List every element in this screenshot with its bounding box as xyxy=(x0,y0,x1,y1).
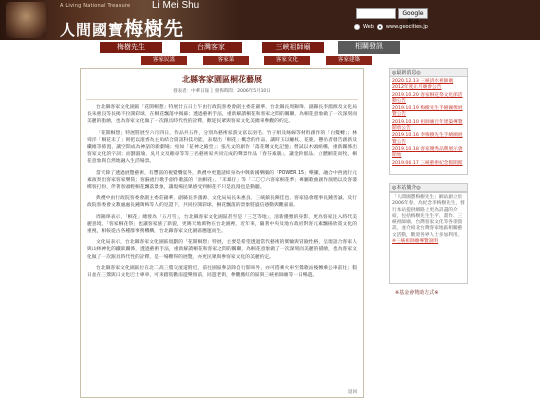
tab-hakka[interactable]: 台灣客家 xyxy=(180,42,242,53)
title-big: 梅樹先 xyxy=(124,18,185,40)
site-logo-title[interactable] xyxy=(60,14,184,40)
intro-header: ◎本站簡介◎ xyxy=(389,183,468,192)
article-paragraph: 典禮中由行政院客委會副主委莊錦華、副縣長李鴻源、文化局局長朱惠良、三峽鎮長陳佳也、客家協會理事長鍾善誠、及行政院客委會文教處處長鍾萬梅等人的見證下，共同拉開彩球，桐花飄落的景象將盛信感動與觀嘉嘉。 xyxy=(87,196,357,209)
header-english-name: Li Mei Shu xyxy=(152,0,200,11)
title-small: 人間國寶 xyxy=(60,21,125,39)
intro-box xyxy=(389,192,468,284)
radio-web[interactable] xyxy=(354,24,360,30)
subtab-architecture[interactable]: 客家建築 xyxy=(326,56,372,65)
subtab-folk-song[interactable]: 客家民謠 xyxy=(141,56,187,65)
subtab-food[interactable]: 客家菜 xyxy=(203,56,249,65)
article-meta: 發表者：中華日報 │ 發佈時間：2006年5月10日 xyxy=(173,89,271,94)
radio-site-label: www.geocities.jp xyxy=(385,24,428,30)
article-paragraph: 當天除了透過展覽藝術，有豐富的視覺饗宴外，典禮中更邀請結身為中興新國樂團的「POWER 15」樂團，融合中西流行元素演奏出客家客家樂筒；客蘇流行歌手創作歌謠的「油桐花」、「禾暴仔」等「二〇〇六客家桐花季」專屬歌曲創作演唱以及客婆綁客打扮，伴著客頭輕桐花飄落景象，讓現場民眾感受到桐花不只是浪漫也是動聽。 xyxy=(87,170,357,191)
subtab-culture[interactable]: 客家文化 xyxy=(264,56,310,65)
news-item[interactable]: 2019.10.16 李梅樹先生手繪圖展覽公告 xyxy=(392,133,463,145)
news-item[interactable]: 2019.10.20 客家桐花祭文化節活動公告 xyxy=(392,92,463,104)
google-search-button[interactable]: Google 搜尋 xyxy=(398,8,428,19)
article-paragraph: 文化局表示，台北縣客家文化園區規劃的「花開桐想」特展，主要是希望透過當代藝術的實驗與冒險性格，呈現語合客家人與山林神化的鐵欽關係，透過藝術手法，重新解讀桐花和客家之間的關聯，為桐花意象做了一次深刻而美麗的描繪，也為客家文化做了一次跟具時代性的詮釋，是一場難得的展覽，亦更民眾與參客家文化的美麗約定。 xyxy=(87,240,357,260)
intro-text: 「人間國寶梅樹先生」網站創立於2006年春，為紀念李梅樹先生，發行本站提供網路上更為詳盡的介紹，包括梅樹先生生平、畫作、三峽祖師廟、台灣客家文化等各項資訊，並介紹北台灣客家地區相關藝文活動，歡迎各界人士多加利用。 xyxy=(392,195,465,238)
site-header xyxy=(0,0,540,40)
news-item[interactable]: 2019.10.18 客家優秀品牌展示會開始 xyxy=(392,146,463,159)
divider xyxy=(86,99,358,100)
portrait-image xyxy=(6,2,46,38)
news-item[interactable]: 2020.12.13 三峽清水祖師廟 2012年度正月廟會公告 xyxy=(392,79,454,91)
news-item[interactable]: 2019.10.19 梅樹先生手繪圖像展覽公告 xyxy=(392,106,463,118)
news-item[interactable]: 2019.06.17 三峽藝術紀念館開館 xyxy=(392,160,463,166)
news-item[interactable]: 2019.10.10 祖師廟百年建築導覽開放公告 xyxy=(392,119,463,132)
tab-temple[interactable]: 三峽祖師廟 xyxy=(262,42,324,53)
article xyxy=(80,68,364,398)
search-input[interactable] xyxy=(356,8,396,19)
sponsor-link[interactable]: ※基金會贊助方式※ xyxy=(395,290,439,296)
main-nav xyxy=(0,40,540,54)
tab-news[interactable]: 相關發訊 xyxy=(338,41,400,54)
radio-site[interactable] xyxy=(377,24,383,30)
article-paragraph: 台北縣客家文化園區位在北二高三鶯交流道附近，前往園區參訪除自行開車外，亦可搭乘火車至鶯歌站後轉乘公車前往；假日並在三鶯與日文化巴士專車，可來踏賞歡南遊樂預前，同遊老街，參觀搬紅的區與三峽祖師廟等一日暢遊。 xyxy=(87,265,357,279)
sidebar xyxy=(389,68,468,296)
article-paragraph: 台北縣客家文化園區「花開桐想」特展廿五日上午由行政院客委會副主委莊錦華、台北縣長周錫瑋、副縣長李鴻源及文化局長朱惠良等長揭不拉開彩球，在桐花飄落中揭幕；透過藝術手法，重新解讀桐花和客家之間的關聯，為桐花意象做了一次深刻而美麗的脂繪，也為客家文化做了一次跟具時代性的詮釋，歡迎民眾與客家文化美總來參觀的約定。 xyxy=(87,105,357,125)
radio-web-label: Web xyxy=(363,24,374,30)
news-header: ◎最新消息◎ xyxy=(389,68,468,77)
header-tagline: A Living National Treasure xyxy=(60,3,131,9)
article-title: 北縣客家園區桐花藝展 xyxy=(182,75,262,84)
search-scope xyxy=(354,24,428,30)
temple-guide-link[interactable]: ※三峽祖師廟導覽說明 xyxy=(392,239,439,245)
article-paragraph: 周錫瑋表示，「桐花」總發為「五月雪」，台北縣客家文化園區甚至是「三芝等地」，清新優雅的身影，更為客家注入時代美麗意境，「客家桐花祭」也讓客家族了新貌，更賜天地萬物在台北園裡，近年來，隨著中央及地方政府對客元素飄揚欣賞文化的重視，相較從古各種群事務機構，台北縣客家文化園區應運而生。 xyxy=(87,214,357,235)
tab-meishu[interactable]: 梅樹先生 xyxy=(100,42,162,53)
news-list xyxy=(389,77,468,175)
back-link[interactable]: 返回 xyxy=(348,390,357,395)
article-paragraph: 「花開桐想」特展將展至六月四日，作品共五件，分別為藝術家游文富以羽毛、竹子組及絲線等材料創作的「白髮轉」；林舜洋「桐花未了」則把以滾香為主角結合資訊科技功能，表現出「桐花」概念的作品，讓時玉以蠟杖、花鹿、懸吊者發告創新及纖維等佈置，讓空間成為神話的新劇場；宛如「花神之殿堂」；張凡文的創作「落花曙文化記憶」營試以木頭組構，重新關係出客家文化的字詞；而劉淑瑜、吳月文及賴尋等等三名藝術家共同完成的聲景作品「春芬素鵑」，讓金鈴群品、立體網花而牧，桐花意象與自然地融入生活場景。 xyxy=(87,130,357,165)
